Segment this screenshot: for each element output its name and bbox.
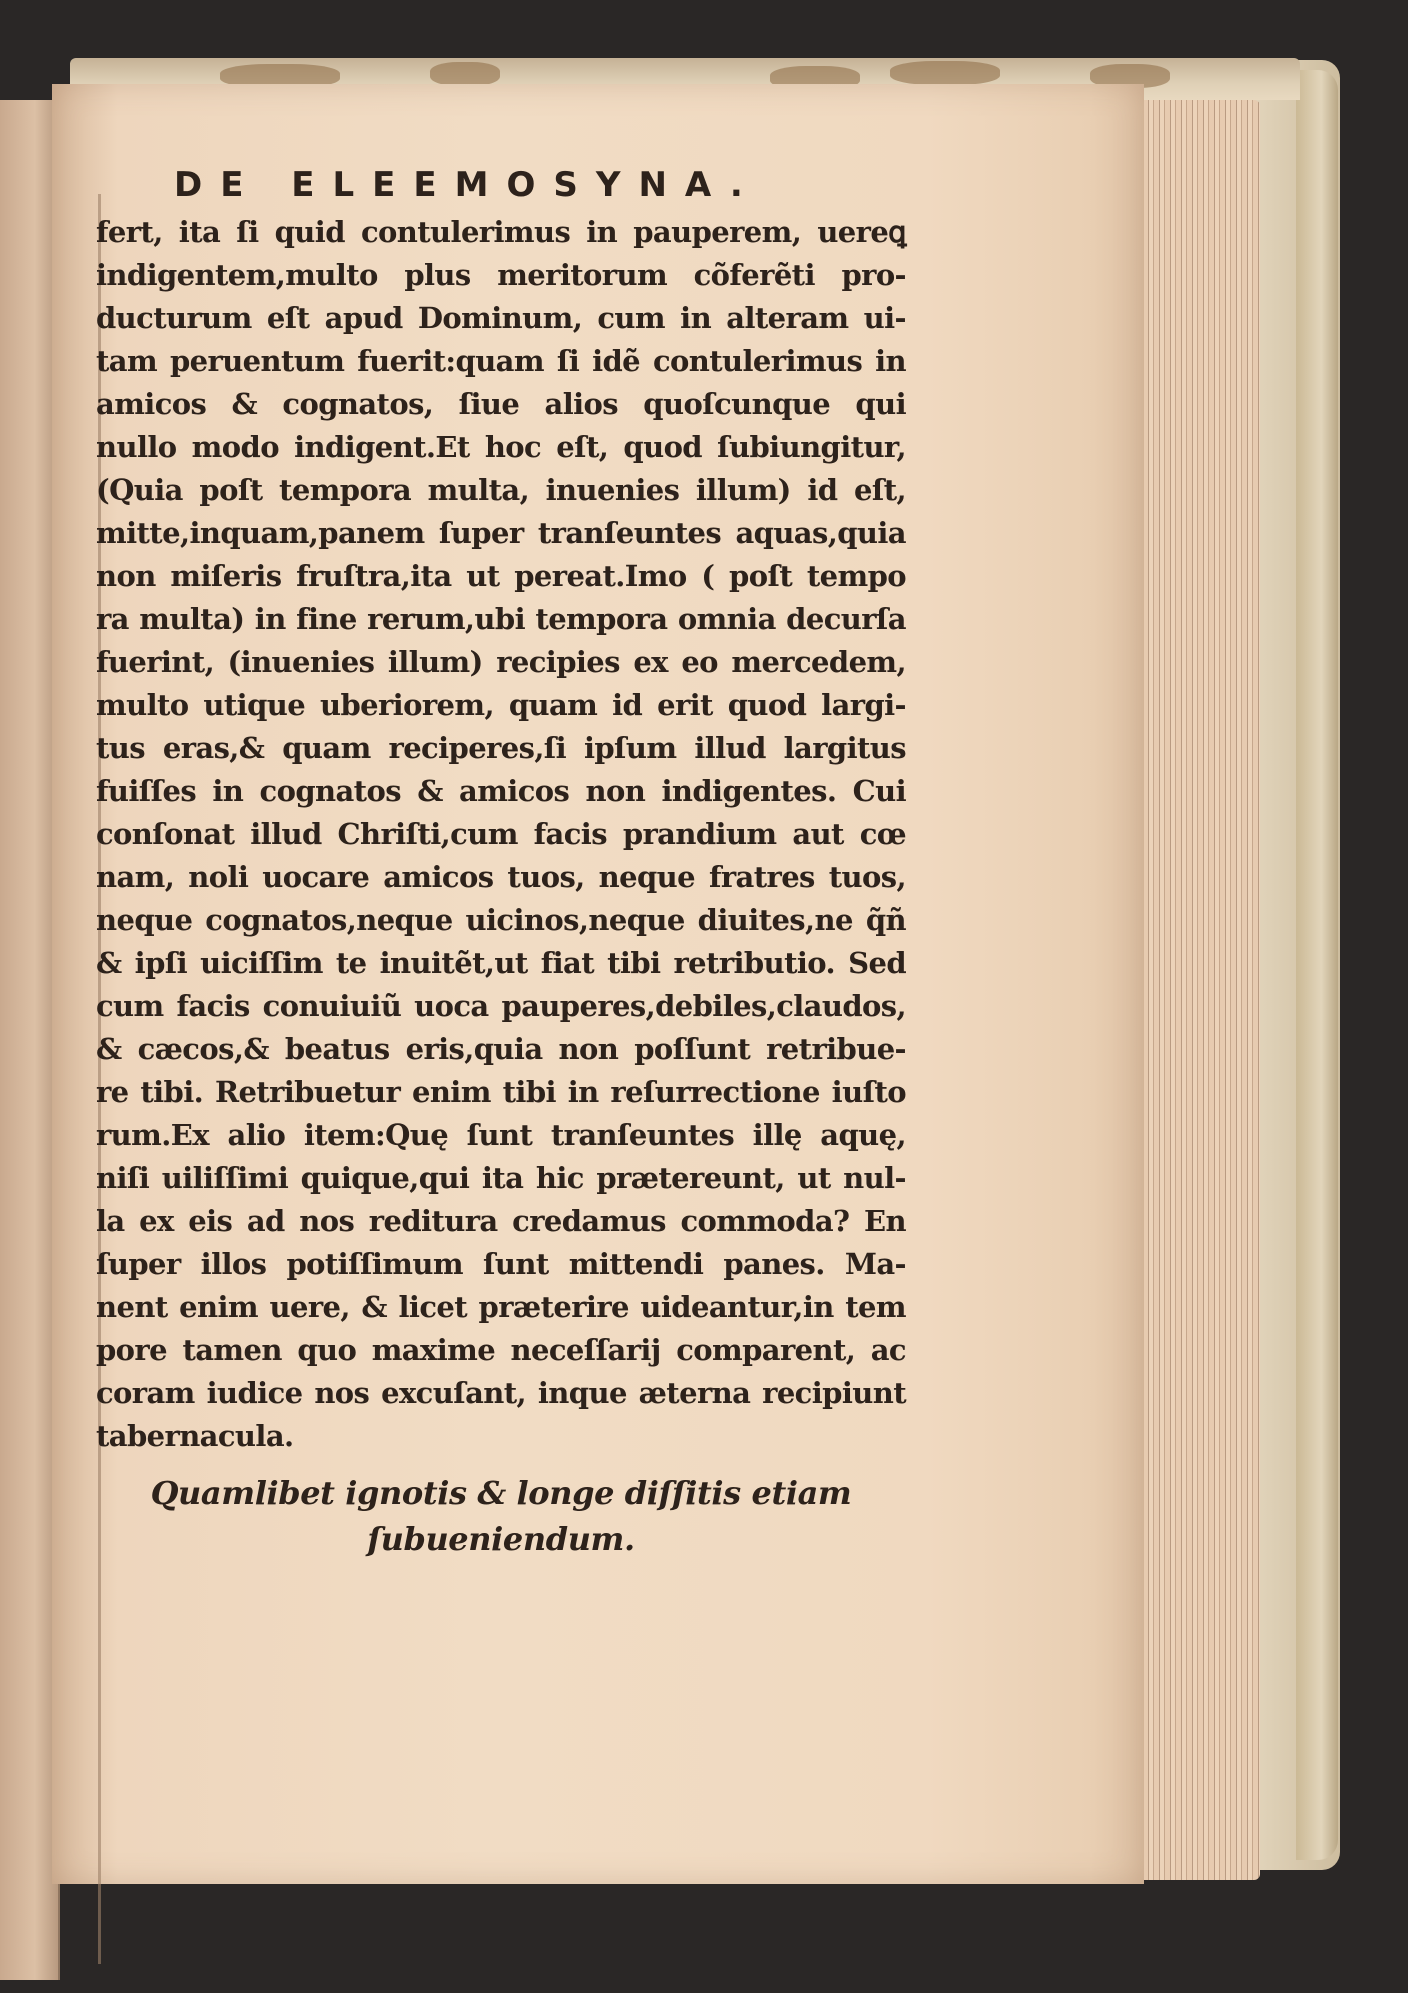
text-line: conſonat illud Chriſti,cum facis prandium aut cœ xyxy=(96,817,906,851)
text-line: pore tamen quo maxime neceſſarij comparent, ac xyxy=(96,1333,906,1367)
body-text xyxy=(96,211,906,1458)
text-line: neque cognatos,neque uicinos,neque diuites,ne q̃ñ xyxy=(96,903,906,937)
text-line: tus eras,& quam reciperes,ſi ipſum illud largitus xyxy=(96,731,906,765)
text-line: fert, ita ſi quid contulerimus in pauperem, uereꝗ xyxy=(96,215,906,249)
text-line: fuerint, (inuenies illum) recipies ex eo mercedem, xyxy=(96,645,906,679)
text-line: nent enim uere, & licet præterire uideantur,in tem xyxy=(96,1290,906,1324)
rubric-line: ſubueniendum. xyxy=(367,1520,635,1558)
rubric-line: Quamlibet ignotis & longe diſſitis etiam xyxy=(150,1474,852,1512)
text-line: nullo modo indigent.Et hoc eſt, quod ſubiungitur, xyxy=(96,430,906,464)
text-line: & ipſi uiciſſim te inuitẽt,ut fiat tibi retributio. Sed xyxy=(96,946,906,980)
text-line: & cæcos,& beatus eris,quia non poſſunt retribue- xyxy=(96,1032,906,1066)
text-line: nam, noli uocare amicos tuos, neque fratres tuos, xyxy=(96,860,906,894)
text-line: multo utique uberiorem, quam id erit quod largi- xyxy=(96,688,906,722)
text-line: cum facis conuiuiũ uoca pauperes,debiles,claudos, xyxy=(96,989,906,1023)
text-line: re tibi. Retribuetur enim tibi in reſurrectione iuſto xyxy=(96,1075,906,1109)
running-head: DE ELEEMOSYNA. xyxy=(174,165,761,205)
text-line: fuiſſes in cognatos & amicos non indigentes. Cui xyxy=(96,774,906,808)
text-line: amicos & cognatos, ſiue alios quoſcunque qui xyxy=(96,387,906,421)
text-line: ra multa) in fine rerum,ubi tempora omnia decurſa xyxy=(96,602,906,636)
facing-page-edge xyxy=(0,100,60,1980)
section-rubric xyxy=(96,1470,906,1562)
text-line: niſi uiliſſimi quique,qui ita hic prætereunt, ut nul- xyxy=(96,1161,906,1195)
text-line: rum.Ex alio item:Quę ſunt tranſeuntes illę aquę, xyxy=(96,1118,906,1152)
text-line: ducturum eſt apud Dominum, cum in alteram ui- xyxy=(96,301,906,335)
text-line: tam peruentum fuerit:quam ſi idẽ contulerimus in xyxy=(96,344,906,378)
text-line: (Quia poſt tempora multa, inuenies illum) id eſt, xyxy=(96,473,906,507)
text-line: coram iudice nos excuſant, inque æterna recipiunt xyxy=(96,1376,906,1410)
binding-spine-edge xyxy=(1296,70,1338,1860)
text-line: indigentem,multo plus meritorum cõferẽti pro- xyxy=(96,258,906,292)
text-line: mitte,inquam,panem ſuper tranſeuntes aquas,quia xyxy=(96,516,906,550)
text-line: tabernacula. xyxy=(96,1419,294,1453)
text-line: non miſeris fruſtra,ita ut pereat.Imo ( poſt tempo xyxy=(96,559,906,593)
text-line: la ex eis ad nos reditura credamus commoda? En xyxy=(96,1204,906,1238)
page-text xyxy=(96,165,906,1562)
text-line: ſuper illos potiſſimum ſunt mittendi panes. Ma- xyxy=(96,1247,906,1281)
